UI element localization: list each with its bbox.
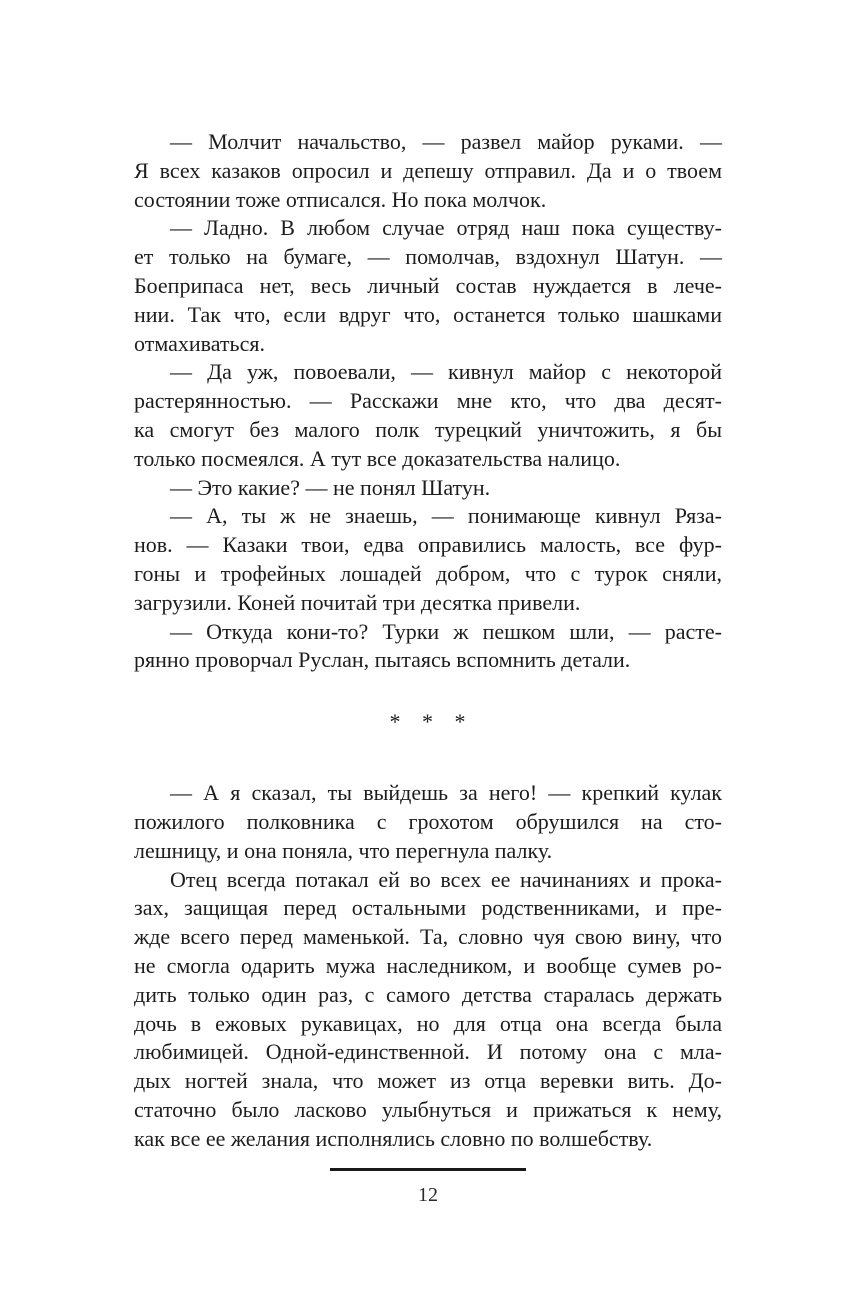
text-line: — А я сказал, ты выйдешь за него! — крепкий кулак [170,780,722,806]
text-line: дых ногтей знала, что может из отца веревки вить. До- [134,1068,722,1094]
section-separator: * * * [389,709,467,735]
text-line: — Откуда кони-то? Турки ж пешком шли, — расте- [170,618,722,644]
text-line: жде всего перед маменькой. Та, словно чуя свою вину, что [134,924,722,950]
paragraph [134,214,722,358]
text-line: — А, ты ж не знаешь, — понимающе кивнул Ряза- [170,503,722,529]
text-line: — Это какие? — не понял Шатун. [170,474,491,500]
text-line: растерянностью. — Расскажи мне кто, что два десят- [134,388,722,414]
text-line: состоянии тоже отписался. Но пока молчок. [134,186,547,212]
page-text [134,128,722,1154]
text-line: зах, защищая перед остальными родственниками, и пре- [134,895,722,921]
text-line: гоны и трофейных лошадей добром, что с турок сняли, [134,560,722,586]
text-line: статочно было ласково улыбнуться и прижаться к нему, [134,1096,722,1122]
text-line: нии. Так что, если вдруг что, останется только шашками [134,301,722,327]
paragraph [134,358,722,473]
text-line: Боеприпаса нет, весь личный состав нуждается в лече- [134,272,722,298]
paragraph [134,502,722,617]
text-line: Отец всегда потакал ей во всех ее начинаниях и прока- [170,866,722,892]
text-line: как все ее желания исполнялись словно по волшебству. [134,1125,653,1151]
paragraph [134,128,722,214]
footer-rule [330,1168,526,1171]
text-line: — Молчит начальство, — развел майор руками. — [170,129,722,154]
paragraph [134,866,722,1154]
text-line: нов. — Казаки твои, едва оправились малость, все фур- [134,532,722,558]
paragraph [134,618,722,676]
text-line: пожилого полковника с грохотом обрушился на сто- [134,808,722,834]
text-line: Я всех казаков опросил и депешу отправил. Да и о твоем [134,157,722,183]
text-line: дочь в ежовых рукавицах, но для отца она всегда была [134,1010,722,1036]
text-line: ет только на бумаге, — помолчав, вздохнул Шатун. — [134,244,722,270]
text-line: лешницу, и она поняла, что перегнула палку. [134,837,553,863]
text-line: рянно проворчал Руслан, пытаясь вспомнить детали. [134,647,631,673]
text-line: любимицей. Одной-единственной. И потому она с мла- [134,1039,722,1065]
text-line: ка смогут без малого полк турецкий уничтожить, я бы [134,416,722,442]
paragraph [134,474,722,503]
page-number: 12 [418,1184,438,1206]
text-line: дить только один раз, с самого детства старалась держать [134,981,722,1007]
text-line: — Да уж, повоевали, — кивнул майор с некоторой [170,359,722,385]
text-line: — Ладно. В любом случае отряд наш пока существу- [170,215,722,241]
paragraph [134,779,722,865]
text-line: загрузили. Коней почитай три десятка привели. [134,589,581,615]
text-line: только посмеялся. А тут все доказательства налицо. [134,445,621,471]
page-footer [134,1168,722,1207]
text-line: не смогла одарить мужа наследником, и вообще сумев ро- [134,952,722,978]
text-line: отмахиваться. [134,330,265,356]
